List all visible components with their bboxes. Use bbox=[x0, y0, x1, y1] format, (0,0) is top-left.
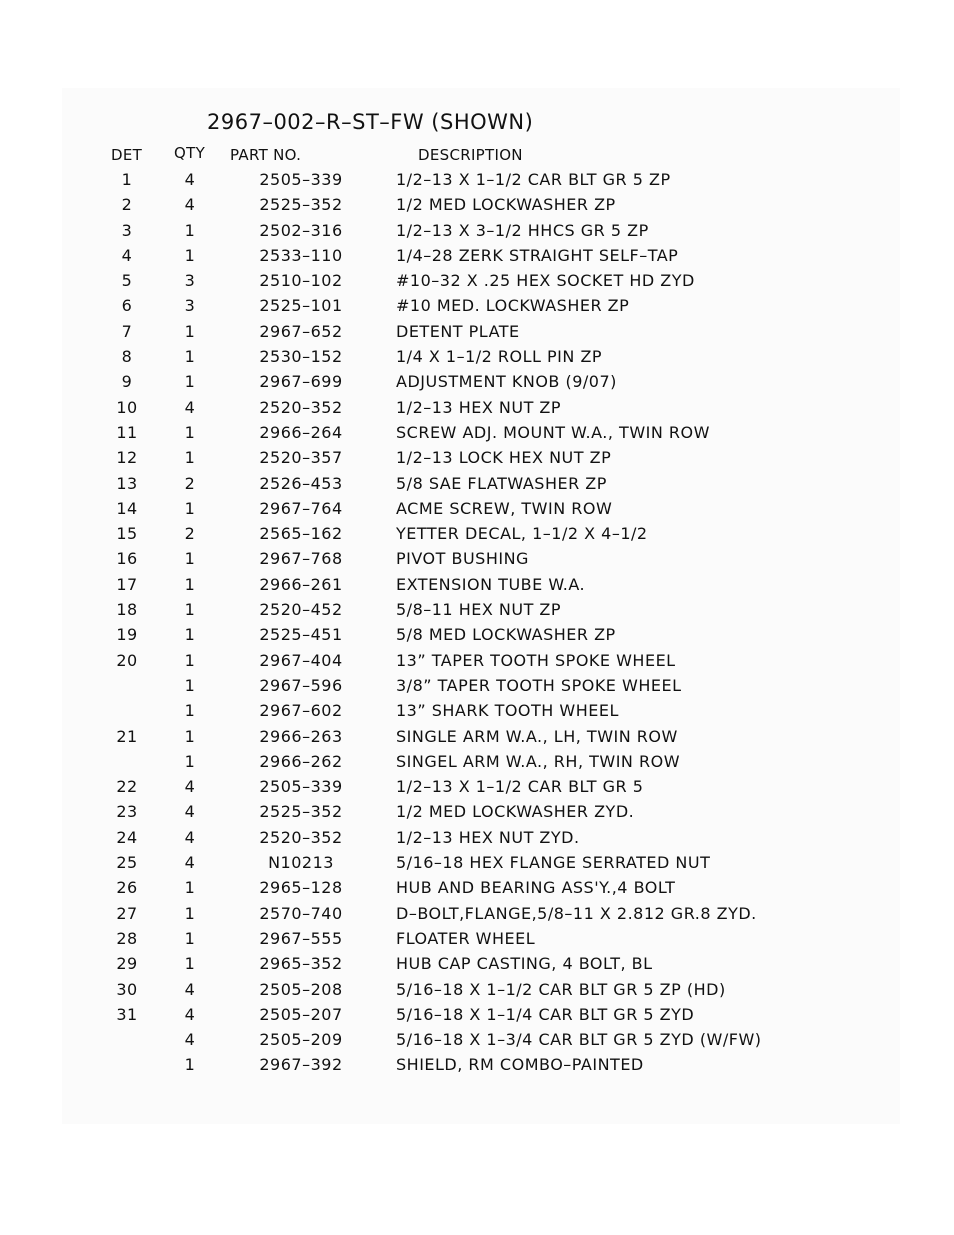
table-row bbox=[0, 370, 954, 395]
det-cell: 9 bbox=[121, 372, 133, 392]
table-row bbox=[0, 294, 954, 319]
det-cell: 28 bbox=[116, 928, 138, 948]
description-cell: 1/2–13 HEX NUT ZYD. bbox=[396, 827, 580, 847]
part-number-cell: 2966–262 bbox=[259, 751, 343, 771]
det-cell: 20 bbox=[116, 650, 138, 670]
description-cell: SCREW ADJ. MOUNT W.A., TWIN ROW bbox=[396, 422, 710, 442]
det-cell: 13 bbox=[116, 473, 138, 493]
table-row bbox=[0, 1053, 954, 1078]
description-cell: EXTENSION TUBE W.A. bbox=[396, 574, 586, 594]
qty-cell: 1 bbox=[184, 549, 196, 569]
part-number-cell: 2505–208 bbox=[259, 979, 343, 999]
part-number-cell: 2565–162 bbox=[259, 524, 343, 544]
qty-cell: 4 bbox=[184, 777, 196, 797]
part-number-cell: 2967–768 bbox=[259, 549, 343, 569]
qty-cell: 1 bbox=[184, 625, 196, 645]
table-row bbox=[0, 1028, 954, 1053]
description-cell: 5/16–18 X 1–1/2 CAR BLT GR 5 ZP (HD) bbox=[396, 979, 726, 999]
qty-cell: 1 bbox=[184, 928, 196, 948]
qty-cell: 3 bbox=[184, 271, 196, 291]
det-cell: 29 bbox=[116, 954, 138, 974]
table-row bbox=[0, 826, 954, 851]
part-number-cell: 2525–352 bbox=[259, 802, 343, 822]
part-number-cell: 2966–261 bbox=[259, 574, 343, 594]
det-cell: 21 bbox=[116, 726, 138, 746]
det-cell: 15 bbox=[116, 524, 138, 544]
part-number-cell: 2510–102 bbox=[259, 271, 343, 291]
qty-cell: 4 bbox=[184, 170, 196, 189]
det-cell: 23 bbox=[116, 802, 138, 822]
qty-cell: 1 bbox=[184, 220, 196, 240]
qty-cell: 4 bbox=[184, 1004, 196, 1024]
qty-cell: 2 bbox=[184, 524, 196, 544]
part-number-cell: 2520–352 bbox=[259, 827, 343, 847]
description-cell: 5/16–18 X 1–3/4 CAR BLT GR 5 ZYD (W/FW) bbox=[396, 1030, 762, 1050]
qty-cell: 1 bbox=[184, 954, 196, 974]
description-cell: YETTER DECAL, 1–1/2 X 4–1/2 bbox=[396, 524, 648, 544]
header-part-no: PART NO. bbox=[230, 146, 302, 164]
table-row bbox=[0, 244, 954, 269]
table-row bbox=[0, 1003, 954, 1028]
assembly-title: 2967–002–R–ST–FW (SHOWN) bbox=[207, 110, 534, 134]
header-description: DESCRIPTION bbox=[418, 146, 523, 164]
det-cell: 26 bbox=[116, 878, 138, 898]
table-row bbox=[0, 193, 954, 218]
table-row bbox=[0, 573, 954, 598]
det-cell: 10 bbox=[116, 397, 138, 417]
part-number-cell: 2505–207 bbox=[259, 1004, 343, 1024]
table-row bbox=[0, 547, 954, 572]
part-number-cell: 2570–740 bbox=[259, 903, 343, 923]
det-cell: 24 bbox=[116, 827, 138, 847]
qty-cell: 4 bbox=[184, 979, 196, 999]
det-cell: 8 bbox=[121, 347, 133, 367]
part-number-cell: 2967–555 bbox=[259, 928, 343, 948]
table-row bbox=[0, 876, 954, 901]
qty-cell: 1 bbox=[184, 422, 196, 442]
table-row bbox=[0, 421, 954, 446]
det-cell: 4 bbox=[121, 245, 133, 265]
part-number-cell: 2505–209 bbox=[259, 1030, 343, 1050]
qty-cell: 1 bbox=[184, 650, 196, 670]
qty-cell: 1 bbox=[184, 321, 196, 341]
description-cell: HUB CAP CASTING, 4 BOLT, BL bbox=[396, 954, 653, 974]
table-row bbox=[0, 699, 954, 724]
qty-cell: 1 bbox=[184, 726, 196, 746]
table-row bbox=[0, 775, 954, 800]
det-cell: 1 bbox=[121, 170, 133, 189]
table-row bbox=[0, 320, 954, 345]
det-cell: 22 bbox=[116, 777, 138, 797]
qty-cell: 1 bbox=[184, 574, 196, 594]
qty-cell: 1 bbox=[184, 1055, 196, 1075]
part-number-cell: 2967–392 bbox=[259, 1055, 343, 1075]
table-row bbox=[0, 598, 954, 623]
det-cell: 2 bbox=[121, 195, 133, 215]
qty-cell: 4 bbox=[184, 802, 196, 822]
part-number-cell: 2525–101 bbox=[259, 296, 343, 316]
table-row bbox=[0, 750, 954, 775]
qty-cell: 4 bbox=[184, 397, 196, 417]
det-cell: 17 bbox=[116, 574, 138, 594]
table-row bbox=[0, 522, 954, 547]
description-cell: PIVOT BUSHING bbox=[396, 549, 529, 569]
det-cell: 11 bbox=[116, 422, 138, 442]
table-row bbox=[0, 800, 954, 825]
qty-cell: 1 bbox=[184, 498, 196, 518]
description-cell: 5/8 SAE FLATWASHER ZP bbox=[396, 473, 607, 493]
table-row bbox=[0, 446, 954, 471]
part-number-cell: 2520–452 bbox=[259, 600, 343, 620]
qty-cell: 3 bbox=[184, 296, 196, 316]
part-number-cell: 2533–110 bbox=[259, 245, 343, 265]
description-cell: 1/2–13 HEX NUT ZP bbox=[396, 397, 562, 417]
part-number-cell: 2520–352 bbox=[259, 397, 343, 417]
part-number-cell: 2965–128 bbox=[259, 878, 343, 898]
table-row bbox=[0, 674, 954, 699]
description-cell: #10–32 X .25 HEX SOCKET HD ZYD bbox=[396, 271, 695, 291]
det-cell: 18 bbox=[116, 600, 138, 620]
description-cell: 1/2–13 X 1–1/2 CAR BLT GR 5 bbox=[396, 777, 644, 797]
det-cell: 16 bbox=[116, 549, 138, 569]
table-row bbox=[0, 978, 954, 1003]
part-number-cell: 2967–404 bbox=[259, 650, 343, 670]
description-cell: 5/16–18 X 1–1/4 CAR BLT GR 5 ZYD bbox=[396, 1004, 695, 1024]
table-row bbox=[0, 902, 954, 927]
description-cell: 1/4–28 ZERK STRAIGHT SELF–TAP bbox=[396, 245, 679, 265]
table-row bbox=[0, 219, 954, 244]
part-number-cell: 2505–339 bbox=[259, 170, 343, 189]
det-cell: 14 bbox=[116, 498, 138, 518]
qty-cell: 1 bbox=[184, 675, 196, 695]
description-cell: 13” TAPER TOOTH SPOKE WHEEL bbox=[396, 650, 676, 670]
det-cell: 5 bbox=[121, 271, 133, 291]
qty-cell: 1 bbox=[184, 751, 196, 771]
table-row bbox=[0, 345, 954, 370]
qty-cell: 1 bbox=[184, 701, 196, 721]
description-cell: DETENT PLATE bbox=[396, 321, 520, 341]
part-number-cell: N10213 bbox=[268, 853, 334, 873]
qty-cell: 1 bbox=[184, 245, 196, 265]
table-row bbox=[0, 269, 954, 294]
part-number-cell: 2526–453 bbox=[259, 473, 343, 493]
det-cell: 30 bbox=[116, 979, 138, 999]
description-cell: ADJUSTMENT KNOB (9/07) bbox=[396, 372, 617, 392]
table-row bbox=[0, 396, 954, 421]
part-number-cell: 2966–263 bbox=[259, 726, 343, 746]
det-cell: 12 bbox=[116, 448, 138, 468]
det-cell: 25 bbox=[116, 853, 138, 873]
description-cell: 1/4 X 1–1/2 ROLL PIN ZP bbox=[396, 347, 603, 367]
description-cell: 1/2–13 LOCK HEX NUT ZP bbox=[396, 448, 612, 468]
description-cell: SINGEL ARM W.A., RH, TWIN ROW bbox=[396, 751, 681, 771]
part-number-cell: 2966–264 bbox=[259, 422, 343, 442]
description-cell: #10 MED. LOCKWASHER ZP bbox=[396, 296, 630, 316]
table-row bbox=[0, 649, 954, 674]
description-cell: 1/2–13 X 3–1/2 HHCS GR 5 ZP bbox=[396, 220, 649, 240]
table-row bbox=[0, 952, 954, 977]
header-det: DET bbox=[111, 146, 143, 164]
table-row bbox=[0, 472, 954, 497]
description-cell: 5/8 MED LOCKWASHER ZP bbox=[396, 625, 616, 645]
qty-cell: 1 bbox=[184, 347, 196, 367]
qty-cell: 1 bbox=[184, 600, 196, 620]
qty-cell: 2 bbox=[184, 473, 196, 493]
table-row bbox=[0, 927, 954, 952]
parts-table bbox=[0, 168, 954, 1079]
det-cell: 31 bbox=[116, 1004, 138, 1024]
description-cell: FLOATER WHEEL bbox=[396, 928, 536, 948]
qty-cell: 1 bbox=[184, 448, 196, 468]
qty-cell: 1 bbox=[184, 903, 196, 923]
description-cell: 13” SHARK TOOTH WHEEL bbox=[396, 701, 619, 721]
description-cell: 3/8” TAPER TOOTH SPOKE WHEEL bbox=[396, 675, 682, 695]
description-cell: 1/2 MED LOCKWASHER ZP bbox=[396, 195, 616, 215]
part-number-cell: 2525–451 bbox=[259, 625, 343, 645]
part-number-cell: 2525–352 bbox=[259, 195, 343, 215]
description-cell: SHIELD, RM COMBO–PAINTED bbox=[396, 1055, 644, 1075]
det-cell: 6 bbox=[121, 296, 133, 316]
qty-cell: 1 bbox=[184, 878, 196, 898]
table-row bbox=[0, 851, 954, 876]
qty-cell: 4 bbox=[184, 195, 196, 215]
part-number-cell: 2967–699 bbox=[259, 372, 343, 392]
part-number-cell: 2967–652 bbox=[259, 321, 343, 341]
qty-cell: 4 bbox=[184, 853, 196, 873]
det-cell: 3 bbox=[121, 220, 133, 240]
description-cell: 5/8–11 HEX NUT ZP bbox=[396, 600, 562, 620]
qty-cell: 4 bbox=[184, 1030, 196, 1050]
table-row bbox=[0, 497, 954, 522]
description-cell: HUB AND BEARING ASS'Y.,4 BOLT bbox=[396, 878, 676, 898]
description-cell: 1/2 MED LOCKWASHER ZYD. bbox=[396, 802, 635, 822]
part-number-cell: 2530–152 bbox=[259, 347, 343, 367]
part-number-cell: 2965–352 bbox=[259, 954, 343, 974]
description-cell: ACME SCREW, TWIN ROW bbox=[396, 498, 613, 518]
description-cell: 5/16–18 HEX FLANGE SERRATED NUT bbox=[396, 853, 711, 873]
qty-cell: 1 bbox=[184, 372, 196, 392]
description-cell: 1/2–13 X 1–1/2 CAR BLT GR 5 ZP bbox=[396, 170, 671, 189]
description-cell: D–BOLT,FLANGE,5/8–11 X 2.812 GR.8 ZYD. bbox=[396, 903, 757, 923]
part-number-cell: 2502–316 bbox=[259, 220, 343, 240]
det-cell: 7 bbox=[121, 321, 133, 341]
part-number-cell: 2967–764 bbox=[259, 498, 343, 518]
description-cell: SINGLE ARM W.A., LH, TWIN ROW bbox=[396, 726, 678, 746]
part-number-cell: 2967–596 bbox=[259, 675, 343, 695]
part-number-cell: 2967–602 bbox=[259, 701, 343, 721]
det-cell: 19 bbox=[116, 625, 138, 645]
part-number-cell: 2520–357 bbox=[259, 448, 343, 468]
table-row bbox=[0, 725, 954, 750]
table-row bbox=[0, 168, 954, 193]
qty-cell: 4 bbox=[184, 827, 196, 847]
det-cell: 27 bbox=[116, 903, 138, 923]
header-qty: QTY bbox=[174, 144, 206, 162]
part-number-cell: 2505–339 bbox=[259, 777, 343, 797]
table-row bbox=[0, 623, 954, 648]
